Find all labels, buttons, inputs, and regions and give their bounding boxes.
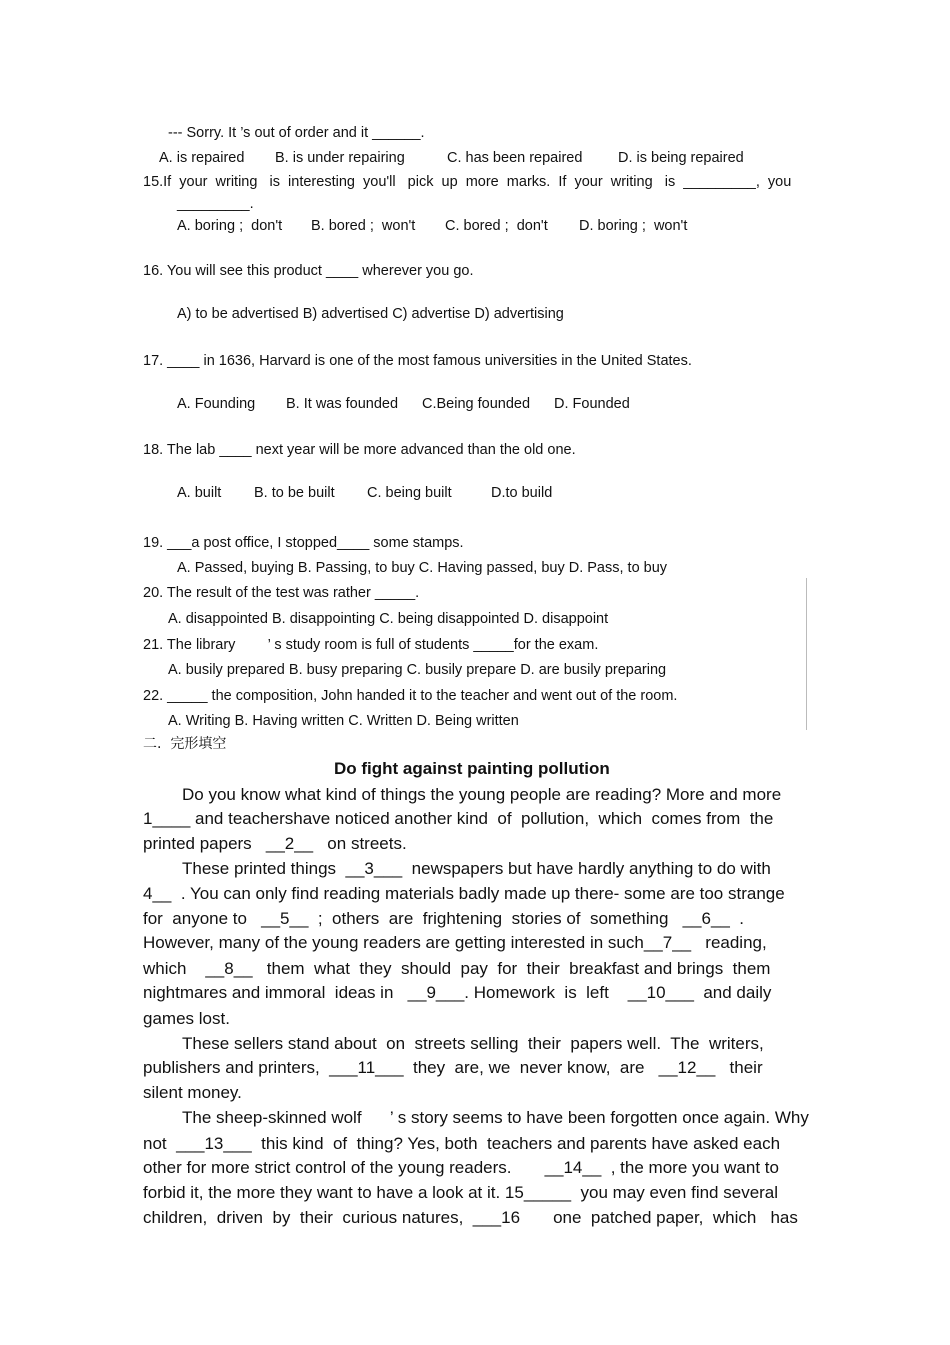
q17-option-b: B. It was founded	[286, 396, 399, 412]
passage-line-16: other for more strict control of the young readers. __14__ , the more you want to	[143, 1158, 779, 1177]
q14-dialog: --- Sorry. It ’s out of order and it ______.	[168, 125, 425, 141]
passage-line-1: Do you know what kind of things the young people are reading? More and more	[182, 785, 782, 804]
q21-stem: 21. The library ’ s study room is full of students _____for the exam.	[143, 637, 599, 653]
q16-stem: 16. You will see this product ____ wherever you go.	[143, 263, 474, 279]
q21-options: A. busily prepared B. busy preparing C. busily prepare D. are busily preparing	[168, 662, 667, 678]
passage-text: newspapers but have hardly anything to do with	[402, 859, 771, 878]
passage-line-3	[143, 833, 407, 855]
q14-option-d: D. is being repaired	[618, 150, 744, 166]
section-heading: 二. 完形填空	[143, 736, 227, 752]
q15-option-a: A. boring ; don't	[177, 218, 283, 234]
blank-1: 1____	[143, 809, 191, 828]
q19-stem: 19. ___a post office, I stopped____ some stamps.	[143, 535, 464, 551]
q15-option-b: B. bored ; won't	[311, 218, 416, 234]
q19-options: A. Passed, buying B. Passing, to buy C. Having passed, buy D. Pass, to buy	[177, 560, 668, 576]
passage-line-13: silent money.	[143, 1083, 242, 1102]
passage-line-9: nightmares and immoral ideas in __9___. Homework is left __10___ and daily	[143, 983, 772, 1002]
passage-line-6: for anyone to __5__ ; others are frightening stories of something __6__ .	[143, 909, 745, 928]
q18-option-d: D.to build	[491, 485, 553, 501]
q18-stem: 18. The lab ____ next year will be more advanced than the old one.	[143, 442, 576, 458]
q14-option-c: C. has been repaired	[447, 150, 583, 166]
passage-text: These printed things	[182, 859, 346, 878]
passage-text: printed papers	[143, 834, 266, 853]
q17-stem: 17. ____ in 1636, Harvard is one of the most famous universities in the United States.	[143, 353, 692, 369]
passage-text: . You can only find reading materials badly made up there- some are too strange	[171, 884, 785, 903]
q18-option-a: A. built	[177, 485, 222, 501]
passage-line-15: not ___13___ this kind of thing? Yes, both teachers and parents have asked each	[143, 1134, 781, 1153]
passage-line-14: The sheep-skinned wolf ’ s story seems to have been forgotten once again. Why	[182, 1108, 809, 1127]
passage-text: and teachershave noticed another kind of pollution, which comes from the	[190, 809, 774, 828]
blank-2: __2__	[265, 834, 314, 853]
blank-4: 4__	[143, 884, 172, 903]
q15-option-d: D. boring ; won't	[579, 218, 688, 234]
q14-option-a: A. is repaired	[159, 150, 245, 166]
passage-line-4	[182, 858, 771, 880]
passage-text: on streets.	[313, 834, 407, 853]
margin-line	[806, 578, 807, 730]
q17-option-a: A. Founding	[177, 396, 256, 412]
q14-option-b: B. is under repairing	[275, 150, 405, 166]
q22-stem: 22. _____ the composition, John handed it to the teacher and went out of the room.	[143, 688, 678, 704]
q18-option-c: C. being built	[367, 485, 452, 501]
passage-line-12: publishers and printers, ___11___ they are, we never know, are __12__ their	[143, 1058, 763, 1077]
passage-line-18: children, driven by their curious natures, ___16 one patched paper, which has	[143, 1208, 798, 1227]
passage-line-10: games lost.	[143, 1009, 230, 1028]
passage-line-11: These sellers stand about on streets selling their papers well. The writers,	[182, 1034, 764, 1053]
q17-option-d: D. Founded	[554, 396, 630, 412]
passage-line-17: forbid it, the more they want to have a look at it. 15_____ you may even find several	[143, 1183, 779, 1202]
q22-options: A. Writing B. Having written C. Written D. Being written	[168, 713, 519, 729]
passage-line-7: However, many of the young readers are getting interested in such__7__ reading,	[143, 933, 767, 952]
passage-line-5	[143, 883, 785, 905]
q16-options: A) to be advertised B) advertised C) advertise D) advertising	[177, 306, 564, 322]
passage-line-8: which __8__ them what they should pay for their breakfast and brings them	[143, 959, 771, 978]
q15-stem: 15.If your writing is interesting you'll pick up more marks. If your writing is _________, you	[143, 174, 792, 190]
passage-line-2	[143, 808, 773, 830]
blank-3: __3___	[345, 859, 403, 878]
passage-title: Do fight against painting pollution	[334, 759, 610, 778]
q18-option-b: B. to be built	[254, 485, 335, 501]
q20-stem: 20. The result of the test was rather _____.	[143, 585, 420, 601]
q20-options: A. disappointed B. disappointing C. being disappointed D. disappoint	[168, 611, 609, 627]
q17-option-c: C.Being founded	[422, 396, 531, 412]
q15-stem-cont: _________.	[177, 196, 254, 212]
q15-option-c: C. bored ; don't	[445, 218, 548, 234]
